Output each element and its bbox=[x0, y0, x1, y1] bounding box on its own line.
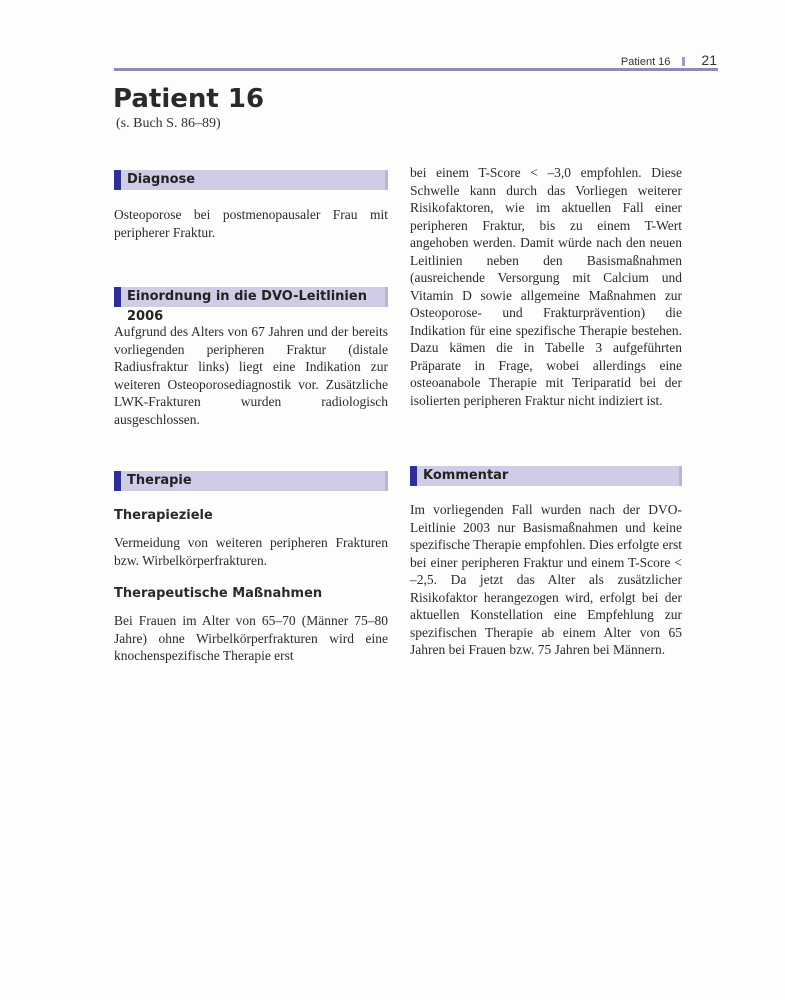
einordnung-text: Aufgrund des Alters von 67 Jahren und der bereits vorliegenden peripheren Fraktur (distale Radiusfraktur links) liegt eine Indikation zur weiteren Osteoporosediagnostik vor. Zusätzliche LWK-Frakturen wurden radiologisch ausgeschlossen. bbox=[114, 324, 388, 427]
section-heading-label: Therapie bbox=[127, 473, 192, 488]
section-heading-label: Kommentar bbox=[423, 468, 509, 483]
kommentar-text: Im vorliegenden Fall wurden nach der DVO-Leitlinie 2003 nur Basismaßnahmen und keine spezifische Therapie empfohlen. Dies erfolgte erst bei einer peripheren Fraktur und einem T-Score < –2,5. Da jetzt das Alter als zusätzlicher Risikofaktor herangezogen wird, erfolgt bei der aktuellen Konstellation eine Empfehlung zur spezifischen Therapie ab einem Alter von 65 Jahren bei Frauen bzw. 75 Jahren bei Männern. bbox=[410, 502, 682, 657]
section-heading-label: Diagnose bbox=[127, 172, 196, 187]
section-heading-therapie bbox=[114, 471, 388, 491]
einordnung-continued-text: bei einem T-Score < –3,0 empfohlen. Diese Schwelle kann durch das Vorliegen weiterer Risikofaktoren, wie im aktuellen Fall einer peripheren Fraktur, bis zu einem T-Wert angehoben werden. Damit würde nach den neuen Leitlinien neben den Basismaßnahmen (ausreichende Versorgung mit Calcium und Vitamin D sowie allgemeine Maßnahmen zur Osteoporose- und Frakturprävention) die Indikation für eine spezifische Therapie bestehen. Dazu kämen die in Tabelle 3 aufgeführten Präparate in Frage, wobei allerdings eine osteoanabole Therapie mit Teriparatid bei der isolierten peripheren Fraktur nicht indiziert ist. bbox=[410, 165, 682, 408]
section-kommentar bbox=[410, 466, 682, 659]
section-heading-label: Einordnung in die DVO-Leitlinien 2006 bbox=[127, 289, 367, 324]
header-rule bbox=[114, 68, 718, 71]
massnahmen-heading: Therapeutische Maßnahmen bbox=[114, 586, 323, 601]
section-diagnose bbox=[114, 170, 388, 241]
page-title: Patient 16 bbox=[113, 84, 265, 114]
section-heading-diagnose bbox=[114, 170, 388, 190]
einordnung-continued bbox=[410, 164, 682, 409]
section-marker bbox=[114, 287, 121, 307]
book-reference: (s. Buch S. 86–89) bbox=[116, 116, 221, 131]
page-number: 21 bbox=[701, 52, 717, 68]
therapieziele-heading: Therapieziele bbox=[114, 508, 213, 523]
diagnose-text: Osteoporose bei postmenopausaler Frau mit peripherer Fraktur. bbox=[114, 207, 388, 240]
running-head bbox=[0, 52, 717, 68]
massnahmen-text: Bei Frauen im Alter von 65–70 (Männer 75–80 Jahre) ohne Wirbelkörperfrakturen wird eine knochenspezifische Therapie erst bbox=[114, 613, 388, 663]
header-separator bbox=[682, 57, 685, 66]
running-title: Patient 16 bbox=[620, 56, 671, 68]
section-heading-kommentar bbox=[410, 466, 682, 486]
section-einordnung bbox=[114, 287, 388, 428]
section-marker bbox=[114, 471, 121, 491]
therapieziele-text: Vermeidung von weiteren peripheren Frakturen bzw. Wirbelkörperfrakturen. bbox=[114, 535, 388, 568]
section-heading-einordnung bbox=[114, 287, 388, 324]
section-therapie bbox=[114, 471, 388, 665]
section-marker bbox=[114, 170, 121, 190]
section-marker bbox=[410, 466, 417, 486]
